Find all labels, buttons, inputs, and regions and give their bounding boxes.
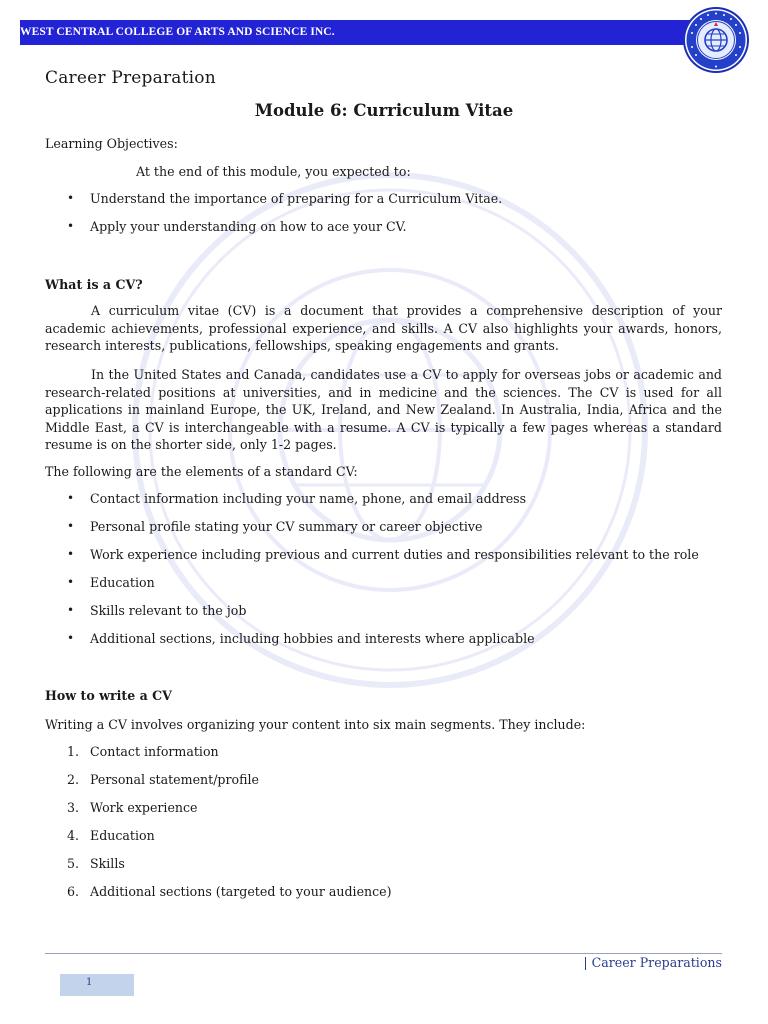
bullet-icon: • <box>67 603 75 617</box>
college-seal-icon <box>682 6 750 74</box>
list-number: 4. <box>67 828 80 843</box>
list-number: 5. <box>67 856 80 871</box>
bullet-icon: • <box>67 519 75 533</box>
steps-intro: Writing a CV involves organizing your content into six main segments. They include: <box>45 717 586 732</box>
list-number: 1. <box>67 744 80 759</box>
footer-divider <box>45 953 722 954</box>
module-title <box>0 101 768 120</box>
college-name: WEST CENTRAL COLLEGE OF ARTS AND SCIENCE INC. <box>20 26 335 38</box>
paragraph: A curriculum vitae (CV) is a document that provides a comprehensive description of your academic achievements, professional experience, and skills. A CV also highlights your awards, honors, research interests, publications, fellowships, speaking engagements and grants. <box>45 303 722 353</box>
bullet-icon: • <box>67 191 75 205</box>
footer-label: | Career Preparations <box>583 955 722 970</box>
list-number: 2. <box>67 772 80 787</box>
paragraph: In the United States and Canada, candidates use a CV to apply for overseas jobs or academic and research-related positions at universities, and in medicine and the sciences. The CV is used for all applications in mainland Europe, the UK, Ireland, and New Zealand. In Australia, India, Africa and the Middle East, a CV is interchangeable with a resume. A CV is typically a few pages whereas a standard resume is on the shorter side, only 1-2 pages. <box>45 367 722 452</box>
section-heading: What is a CV? <box>45 277 143 292</box>
section-heading: How to write a CV <box>45 688 172 703</box>
bullet-icon: • <box>67 491 75 505</box>
bullet-icon: • <box>67 547 75 561</box>
list-number: 3. <box>67 800 80 815</box>
module-title-text: Module 6: Curriculum Vitae <box>254 101 514 120</box>
document-page: WEST CENTRAL COLLEGE OF ARTS AND SCIENCE INC. Career Preparation Module 6: Curriculum Vitae Learning Objectives: At the end of this module, you expected to: • Understand the importance of preparing for a Curriculum Vitae. • Apply your understanding on how to ace your CV. What is a CV? A curriculum vitae (CV) is a document that provides a comprehensive description of your academic achievements, professional experience, and skills. A CV also highlights your awards, honors, research interests, publications, fellowships, speaking engagements and grants. In the United States and Canada, candidates use a CV to apply for overseas jobs or academic and research-related positions at universities, and in medicine and the sciences. The CV is used for all applications in mainland Europe, the UK, Ireland, and New Zealand. In Australia, India, Africa and the Middle East, a CV is interchangeable with a resume. A CV is typically a few pages whereas a standard resume is on the shorter side, only 1-2 pages. The following are the elements of a standard CV: • Contact information including your name, phone, and email address • Personal profile stating your CV summary or career objective • Work experience including previous and current duties and responsibilities relevant to the role • Education • Skills relevant to the job • Additional sections, including hobbies and interests where applicable How to write a CV Writing a CV involves organizing your content into six main segments. They include: 1. Contact information 2. Personal statement/profile 3. Work experience 4. Education 5. Skills 6. Additional sections (targeted to your audience) | Career Preparations 1 <box>0 0 768 1024</box>
page-number-tab <box>60 974 134 996</box>
bullet-icon: • <box>67 631 75 645</box>
page-number: 1 <box>86 977 93 988</box>
list-number: 6. <box>67 884 80 899</box>
elements-intro: The following are the elements of a standard CV: <box>45 464 358 479</box>
bullet-icon: • <box>67 219 75 233</box>
objectives-intro: At the end of this module, you expected to: <box>136 164 411 179</box>
objectives-label: Learning Objectives: <box>45 136 178 151</box>
bullet-icon: • <box>67 575 75 589</box>
document-title: Career Preparation <box>45 68 216 88</box>
